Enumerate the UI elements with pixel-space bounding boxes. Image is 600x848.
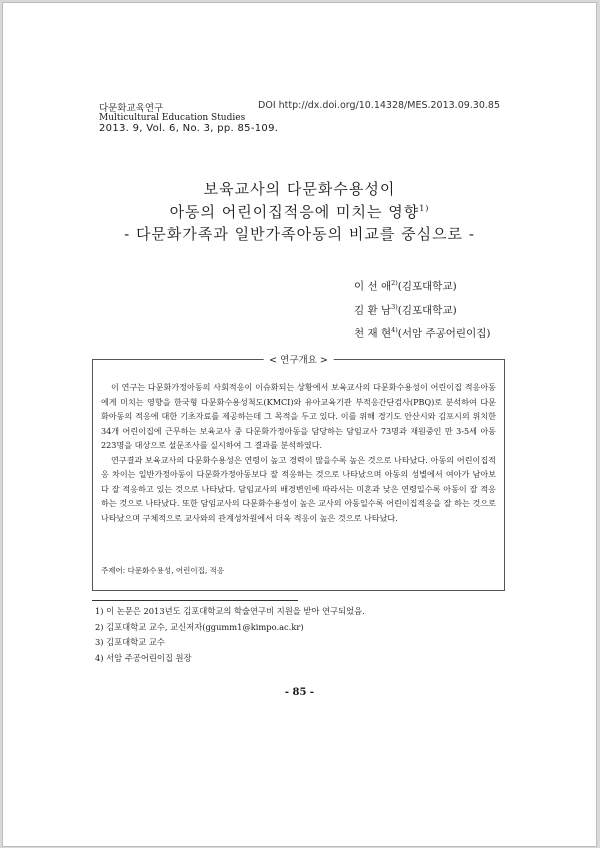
author-affiliation: (김포대학교) (397, 304, 457, 316)
author-affiliation: (김포대학교) (397, 280, 457, 293)
footnote-3: 3) 김포대학교 교수 (95, 637, 165, 647)
author-name: 천 재 현 (354, 327, 392, 340)
doi-link[interactable]: DOI http://dx.doi.org/10.14328/MES.2013.09.30.85 (258, 100, 500, 111)
author-affiliation: (서암 주공어린이집) (397, 327, 491, 340)
author-name: 김 환 남 (354, 304, 392, 316)
abstract-paragraph-1: 이 연구는 다문화가정아동의 사회적응이 이슈화되는 상황에서 보육교사의 다문화수용성이 어린이집 적응아동에게 미치는 영향을 한국형 다문화수용성척도(KMCI)와 유아교육기관 부적응간단검사(PBQ)로 분석하여 다문화아동의 적응에 대한 기초자료를 제공하는데 그 목적을 두고 있다. 이를 위해 경기도 안산시와 김포시의 위치한 34개 어린이집에 근무하는 보육교사 중 다문화가정아동을 담당하는 담임교사 73명과 재원중인 만 3-5세 아동 223명을 대상으로 설문조사를 실시하여 그 결과를 분석하였다. (101, 382, 496, 450)
issue-info: 2013. 9, Vol. 6, No. 3, pp. 85-109. (99, 123, 279, 134)
footnote-4: 4) 서암 주공어린이집 원장 (95, 652, 192, 663)
paper-page (2, 2, 597, 847)
author-list (354, 273, 504, 344)
abstract-body (101, 380, 496, 525)
author-name: 이 선 애 (354, 280, 392, 293)
author-3 (354, 320, 504, 344)
journal-title-english: Multicultural Education Studies (99, 113, 246, 123)
abstract-paragraph-2: 연구결과 보육교사의 다문화수용성은 연령이 높고 경력이 많을수록 높은 것으로 나타났다. 아동의 어린이집적응 차이는 일반가정아동이 다문화가정아동보다 잘 적응하는 것으로 나타났으며 아동의 성별에서 여아가 남아보다 잘 적응하고 있는 것으로 나타났다. 담임교사의 배경변인에 따라서는 미혼과 낮은 연령일수록 아동이 잘 적응하는 것으로 나타났다. 또한 담임교사의 다문화수용성이 높은 교사의 아동일수록 어린이집적응을 잘 하는 것으로 나타났으며 구체적으로 교사와의 관계성차원에서 더욱 적응이 높은 것으로 나타났다. (101, 454, 496, 523)
footnote-divider (92, 600, 298, 601)
keywords: 주제어: 다문화수용성, 어린이집, 적응 (101, 566, 225, 575)
title-line-2 (3, 201, 596, 222)
footnote-2: 2) 김포대학교 교수, 교신저자(ggumm1@kimpo.ac.kr) (95, 621, 304, 632)
abstract-label: < 연구개요 > (263, 352, 334, 366)
title-line-2-text: 아동의 어린이집적응에 미치는 영향 (169, 203, 420, 221)
author-footnote-marker: 2) (391, 279, 398, 287)
abstract-box (92, 355, 505, 591)
subtitle: - 다문화가족과 일반가족아동의 비교를 중심으로 - (124, 225, 475, 243)
author-footnote-marker: 3) (391, 302, 398, 311)
page-number: - 85 - (284, 687, 315, 698)
author-2 (354, 297, 504, 321)
footnotes (95, 604, 365, 666)
author-1 (354, 273, 504, 297)
title-line-1: 보육교사의 다문화수용성이 (203, 180, 396, 198)
author-footnote-marker: 4) (391, 326, 398, 334)
title-footnote-marker: 1) (419, 204, 430, 213)
footnote-1: 1) 이 논문은 2013년도 김포대학교의 학술연구비 지원을 받아 연구되었음. (95, 606, 365, 616)
journal-title-korean: 다문화교육연구 (99, 103, 164, 114)
